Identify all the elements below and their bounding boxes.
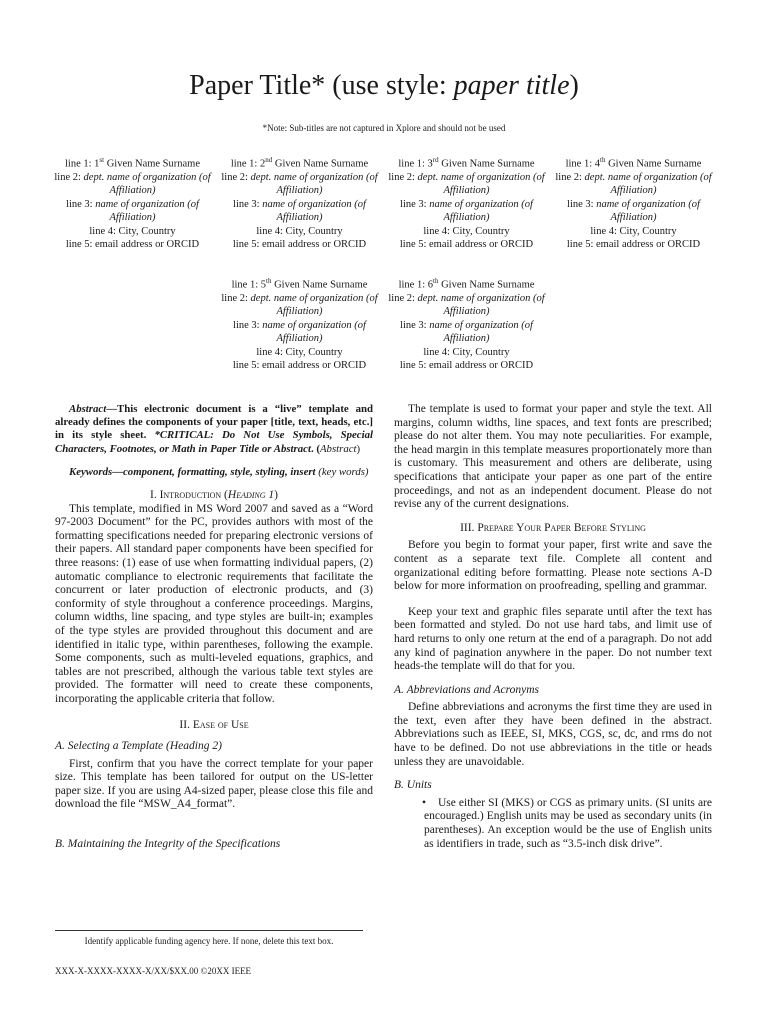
subtitle-note: *Note: Sub-titles are not captured in Xplore and should not be used xyxy=(262,123,506,133)
author-block-4: line 1: 4th Given Name Surname line 2: dept. name of organization (of Affiliation) line 3: name of organization (of Affiliation) line 4: City, Country line 5: email address or ORCID xyxy=(555,156,712,250)
left-column xyxy=(55,403,373,852)
footnote-divider xyxy=(55,930,363,931)
author-block-6: line 1: 6th Given Name Surname line 2: dept. name of organization (of Affiliation) line 3: name of organization (of Affiliation) line 4: City, Country line 5: email address or ORCID xyxy=(388,277,545,371)
intro-paragraph: This template, modified in MS Word 2007 and saved as a “Word 97-2003 Document” for the PC, provides authors with most of the formatting specifications needed for preparing electronic versions of their papers. All standard paper components have been specified for three reasons: (1) ease of use when formatting individual papers, (2) automatic compliance to electronic requirements that facilitate the concurrent or later production of electronic products, and (3) conformity of style throughout a conference proceedings. Margins, column widths, line spacing, and type styles are built-in; examples of the type styles are provided throughout this document and are identified in italic type, within parentheses, following the example. Some components, such as multi-leveled equations, graphics, and tables are not prescribed, although the various table text styles are provided. The formatter will need to create these components, incorporating the applicable criteria that follow. xyxy=(55,502,373,705)
abbreviations-paragraph: Define abbreviations and acronyms the first time they are used in the text, even after they have been defined in the abstract. Abbreviations such as IEEE, SI, MKS, CGS, sc, dc, and rms do not have to be defined. Do not use abbreviations in the title or heads unless they are unavoidable. xyxy=(394,701,712,768)
list-item: • Use either SI (MKS) or CGS as primary units. (SI units are encouraged.) English units may be used as secondary units (in parentheses). An exception would be the use of English units as identifiers in trade, such as “3.5-inch disk drive”. xyxy=(394,797,712,851)
subsection-heading-a: A. Selecting a Template (Heading 2) xyxy=(55,740,222,753)
subsection-heading-b: B. Maintaining the Integrity of the Specifications xyxy=(55,838,281,851)
funding-footnote: Identify applicable funding agency here. If none, delete this text box. xyxy=(84,936,334,946)
author-block-3: line 1: 3rd Given Name Surname line 2: dept. name of organization (of Affiliation) line 3: name of organization (of Affiliation) line 4: City, Country line 5: email address or ORCID xyxy=(388,156,545,250)
abstract: Abstract—This electronic document is a “live” template and already defines the components of your paper [title, text, heads, etc.] in its style sheet. *CRITICAL: Do Not Use Symbols, Special Characters, Footnotes, or Math in Paper Title or Abstract. (Abstract) xyxy=(55,403,373,455)
author-block-5: line 1: 5th Given Name Surname line 2: dept. name of organization (of Affiliation) line 3: name of organization (of Affiliation) line 4: City, Country line 5: email address or ORCID xyxy=(221,277,378,371)
author-block-2: line 1: 2nd Given Name Surname line 2: dept. name of organization (of Affiliation) line 3: name of organization (of Affiliation) line 4: City, Country line 5: email address or ORCID xyxy=(221,156,378,250)
section-heading-1: I. Introduction (Heading 1) xyxy=(149,489,278,502)
paper-title: Paper Title* (use style: paper title) xyxy=(189,70,579,101)
files-paragraph: Keep your text and graphic files separate until after the text has been formatted and styled. Do not use hard tabs, and limit use of hard returns to only one return at the end of a paragraph. Do not add any kind of pagination anywhere in the paper. Do not number text heads-the template will do that for you. xyxy=(394,605,712,673)
author-block-1: line 1: 1st Given Name Surname line 2: dept. name of organization (of Affiliation) line 3: name of organization (of Affiliation) line 4: City, Country line 5: email address or ORCID xyxy=(54,156,211,250)
prepare-paragraph: Before you begin to format your paper, first write and save the content as a separate text file. Complete all content and organizational editing before formatting. Please note sections A-D below for more information on proofreading, spelling and grammar. xyxy=(394,539,712,593)
subsection-heading-abbreviations: A. Abbreviations and Acronyms xyxy=(394,683,540,696)
section-heading-3: III. Prepare Your Paper Before Styling xyxy=(460,521,646,534)
right-column xyxy=(394,403,712,851)
copyright-line: XXX-X-XXXX-XXXX-X/XX/$XX.00 ©20XX IEEE xyxy=(55,966,252,976)
keywords: Keywords—component, formatting, style, styling, insert (key words) xyxy=(69,465,369,478)
template-paragraph: First, confirm that you have the correct template for your paper size. This template has been tailored for output on the US-letter paper size. If you are using A4-sized paper, please close this file and download the file “MSW_A4_format”. xyxy=(55,757,373,811)
bullet-icon: • xyxy=(422,796,427,809)
section-heading-2: II. Ease of Use xyxy=(179,718,249,731)
template-usage-paragraph: The template is used to format your paper and style the text. All margins, column widths, line spaces, and text fonts are prescribed; please do not alter them. You may note peculiarities. For example, the head margin in this template measures proportionately more than is customary. This measurement and others are deliberate, using specifications that anticipate your paper as one part of the entire proceedings, and not as an independent document. Please do not revise any of the current designations. xyxy=(394,403,712,511)
subsection-heading-units: B. Units xyxy=(394,779,432,792)
